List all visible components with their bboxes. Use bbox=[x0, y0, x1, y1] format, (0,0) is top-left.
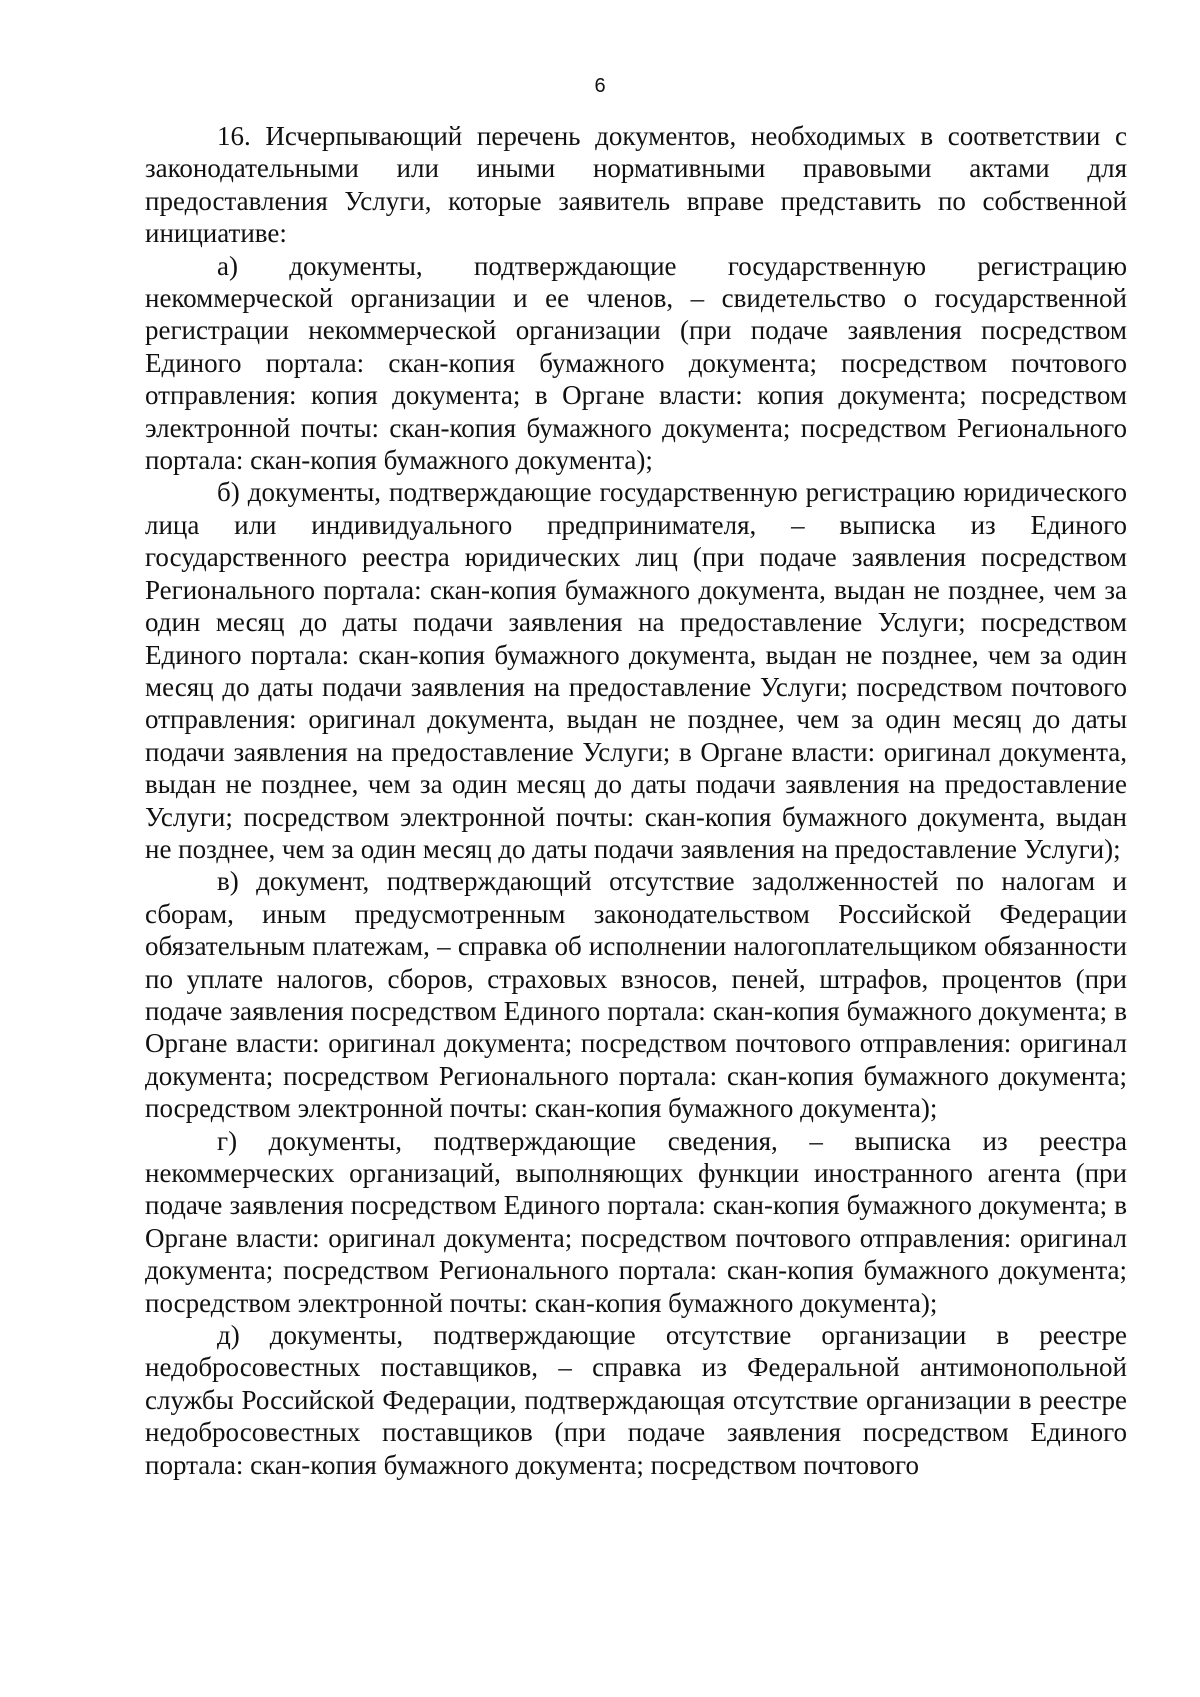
document-body bbox=[145, 120, 1127, 1481]
paragraph-item-a: а) документы, подтверждающие государственную регистрацию некоммерческой организации и ее членов, – свидетельство о государственной регистрации некоммерческой организации (при подаче заявления посредством Единого портала: скан-копия бумажного документа; посредством почтового отправления: копия документа; в Органе власти: копия документа; посредством электронной почты: скан-копия бумажного документа; посредством Регионального портала: скан-копия бумажного документа); bbox=[145, 250, 1127, 476]
page-number: 6 bbox=[594, 75, 606, 97]
paragraph-16-intro: 16. Исчерпывающий перечень документов, необходимых в соответствии с законодательными или иными нормативными правовыми актами для предоставления Услуги, которые заявитель вправе представить по собственной инициативе: bbox=[145, 121, 1127, 249]
paragraph-item-b: б) документы, подтверждающие государственную регистрацию юридического лица или индивидуального предпринимателя, – выписка из Единого государственного реестра юридических лиц (при подаче заявления посредством Регионального портала: скан-копия бумажного документа, выдан не позднее, чем за один месяц до даты подачи заявления на предоставление Услуги; посредством Единого портала: скан-копия бумажного документа, выдан не позднее, чем за один месяц до даты подачи заявления на предоставление Услуги; посредством почтового отправления: оригинал документа, выдан не позднее, чем за один месяц до даты подачи заявления на предоставление Услуги; в Органе власти: оригинал документа, выдан не позднее, чем за один месяц до даты подачи заявления на предоставление Услуги; посредством электронной почты: скан-копия бумажного документа, выдан не позднее, чем за один месяц до даты подачи заявления на предоставление Услуги); bbox=[145, 477, 1127, 864]
paragraph-item-d: д) документы, подтверждающие отсутствие организации в реестре недобросовестных поставщиков, – справка из Федеральной антимонопольной службы Российской Федерации, подтверждающая отсутствие организации в реестре недобросовестных поставщиков (при подаче заявления посредством Единого портала: скан-копия бумажного документа; посредством почтового bbox=[145, 1320, 1127, 1480]
paragraph-item-v: в) документ, подтверждающий отсутствие задолженностей по налогам и сборам, иным предусмотренным законодательством Российской Федерации обязательным платежам, – справка об исполнении налогоплательщиком обязанности по уплате налогов, сборов, страховых взносов, пеней, штрафов, процентов (при подаче заявления посредством Единого портала: скан-копия бумажного документа; в Органе власти: оригинал документа; посредством почтового отправления: оригинал документа; посредством Регионального портала: скан-копия бумажного документа; посредством электронной почты: скан-копия бумажного документа); bbox=[145, 866, 1127, 1124]
paragraph-item-g: г) документы, подтверждающие сведения, – выписка из реестра некоммерческих организаций, выполняющих функции иностранного агента (при подаче заявления посредством Единого портала: скан-копия бумажного документа; в Органе власти: оригинал документа; посредством почтового отправления: оригинал документа; посредством Регионального портала: скан-копия бумажного документа; посредством электронной почты: скан-копия бумажного документа); bbox=[145, 1125, 1127, 1318]
